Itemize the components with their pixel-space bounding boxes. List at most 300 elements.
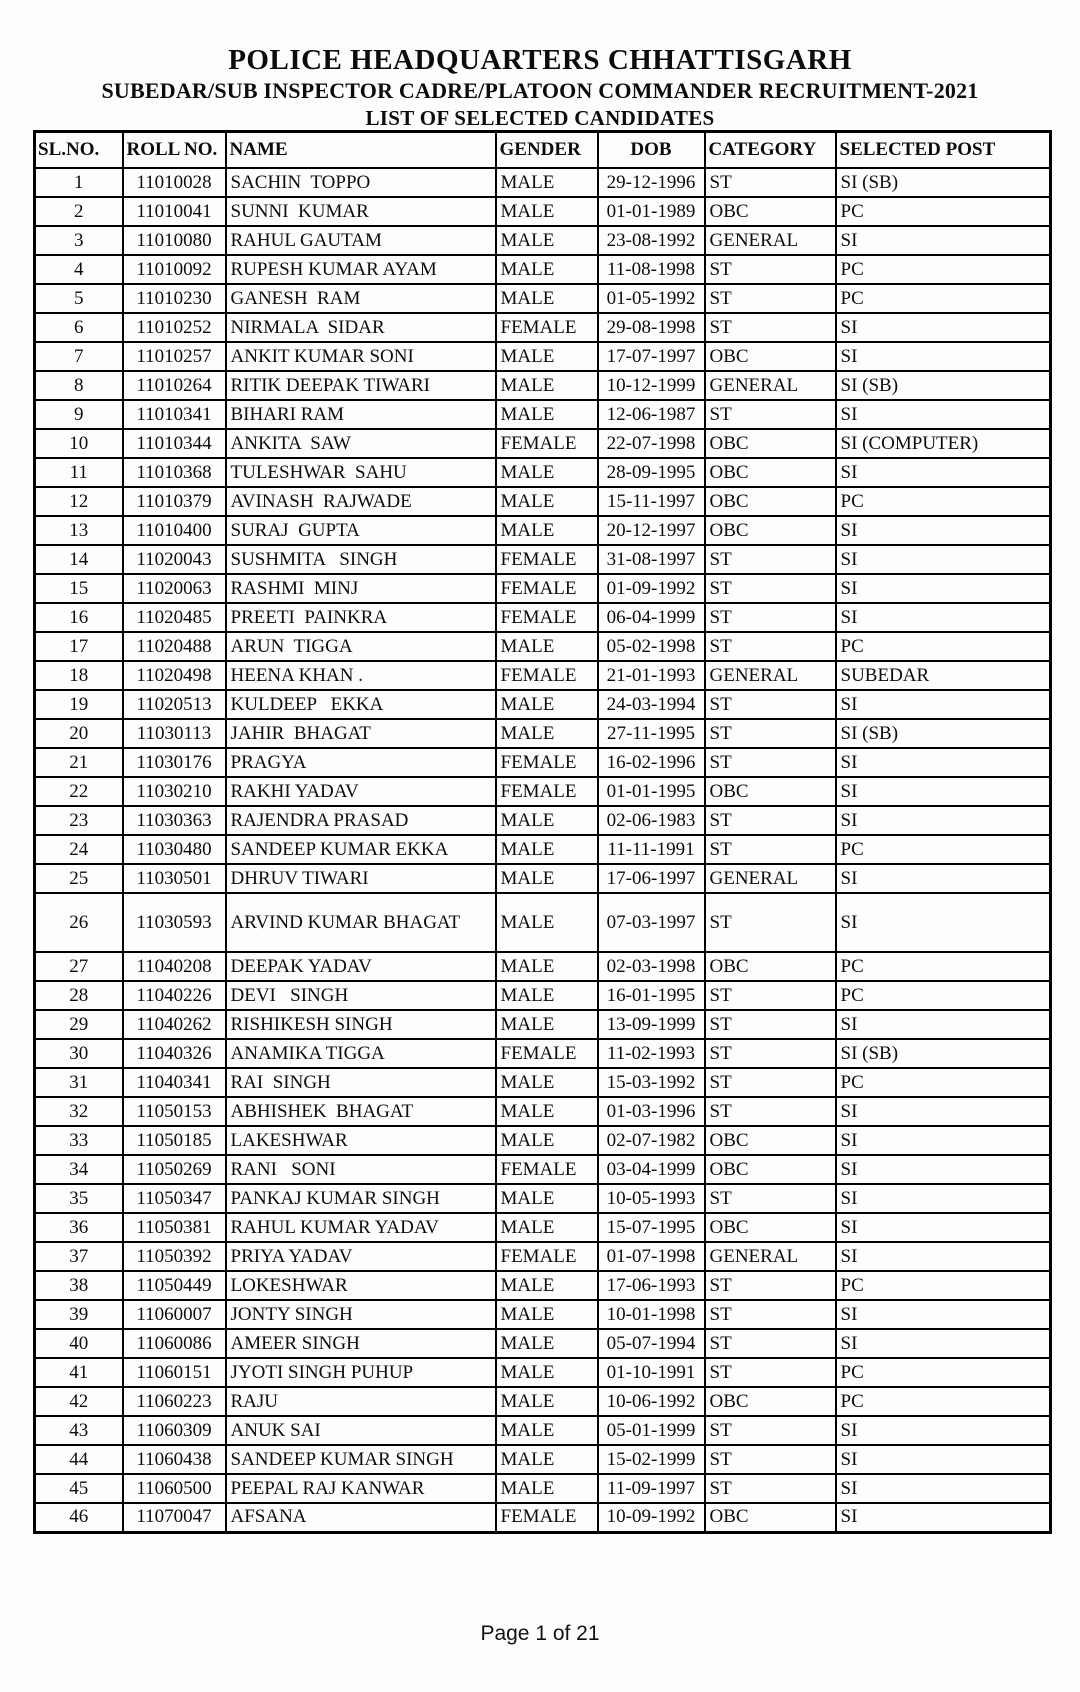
cell-category: ST — [705, 603, 836, 632]
cell-roll-no: 11060007 — [123, 1300, 226, 1329]
cell-gender: FEMALE — [496, 574, 598, 603]
cell-sl-no: 22 — [35, 777, 123, 806]
cell-roll-no: 11010092 — [123, 255, 226, 284]
table-row — [35, 1445, 1051, 1474]
cell-roll-no: 11010252 — [123, 313, 226, 342]
cell-name: PRIYA YADAV — [226, 1242, 496, 1271]
cell-category: OBC — [705, 429, 836, 458]
table-row — [35, 458, 1051, 487]
table-row — [35, 748, 1051, 777]
cell-gender: FEMALE — [496, 748, 598, 777]
cell-dob: 31-08-1997 — [598, 545, 705, 574]
cell-sl-no: 41 — [35, 1358, 123, 1387]
table-row — [35, 255, 1051, 284]
header-selected-post: SELECTED POST — [836, 132, 1051, 169]
cell-dob: 01-01-1989 — [598, 197, 705, 226]
cell-name: ANAMIKA TIGGA — [226, 1039, 496, 1068]
cell-name: JONTY SINGH — [226, 1300, 496, 1329]
cell-sl-no: 8 — [35, 371, 123, 400]
cell-roll-no: 11030501 — [123, 864, 226, 893]
cell-category: ST — [705, 690, 836, 719]
cell-selected-post: PC — [836, 981, 1051, 1010]
cell-selected-post: SI — [836, 1155, 1051, 1184]
cell-sl-no: 14 — [35, 545, 123, 574]
table-row — [35, 719, 1051, 748]
cell-sl-no: 10 — [35, 429, 123, 458]
cell-category: ST — [705, 1184, 836, 1213]
cell-name: JYOTI SINGH PUHUP — [226, 1358, 496, 1387]
cell-selected-post: PC — [836, 1068, 1051, 1097]
cell-roll-no: 11030210 — [123, 777, 226, 806]
cell-dob: 13-09-1999 — [598, 1010, 705, 1039]
table-row — [35, 313, 1051, 342]
cell-name: ANKIT KUMAR SONI — [226, 342, 496, 371]
cell-selected-post: SI — [836, 342, 1051, 371]
cell-roll-no: 11030593 — [123, 893, 226, 952]
cell-sl-no: 27 — [35, 952, 123, 981]
table-row — [35, 342, 1051, 371]
page-number: Page 1 of 21 — [480, 1622, 600, 1645]
cell-dob: 05-02-1998 — [598, 632, 705, 661]
cell-sl-no: 32 — [35, 1097, 123, 1126]
cell-name: ARVIND KUMAR BHAGAT — [226, 893, 496, 952]
cell-dob: 16-02-1996 — [598, 748, 705, 777]
table-row — [35, 1010, 1051, 1039]
cell-dob: 11-08-1998 — [598, 255, 705, 284]
cell-gender: MALE — [496, 516, 598, 545]
cell-category: OBC — [705, 342, 836, 371]
cell-name: DHRUV TIWARI — [226, 864, 496, 893]
cell-selected-post: SI (SB) — [836, 168, 1051, 197]
cell-sl-no: 25 — [35, 864, 123, 893]
cell-selected-post: SI — [836, 1126, 1051, 1155]
cell-name: LOKESHWAR — [226, 1271, 496, 1300]
cell-category: ST — [705, 1474, 836, 1503]
cell-sl-no: 26 — [35, 893, 123, 952]
table-row — [35, 1358, 1051, 1387]
cell-name: HEENA KHAN . — [226, 661, 496, 690]
cell-sl-no: 42 — [35, 1387, 123, 1416]
cell-gender: MALE — [496, 342, 598, 371]
cell-gender: MALE — [496, 632, 598, 661]
cell-sl-no: 7 — [35, 342, 123, 371]
cell-roll-no: 11040341 — [123, 1068, 226, 1097]
cell-name: SURAJ GUPTA — [226, 516, 496, 545]
header-dob: DOB — [598, 132, 705, 169]
cell-roll-no: 11020063 — [123, 574, 226, 603]
cell-name: KULDEEP EKKA — [226, 690, 496, 719]
cell-sl-no: 5 — [35, 284, 123, 313]
cell-category: ST — [705, 284, 836, 313]
cell-selected-post: SI — [836, 1445, 1051, 1474]
cell-name: RASHMI MINJ — [226, 574, 496, 603]
cell-name: PEEPAL RAJ KANWAR — [226, 1474, 496, 1503]
cell-gender: MALE — [496, 1271, 598, 1300]
cell-sl-no: 2 — [35, 197, 123, 226]
cell-gender: MALE — [496, 981, 598, 1010]
cell-name: RAI SINGH — [226, 1068, 496, 1097]
cell-category: OBC — [705, 487, 836, 516]
cell-category: ST — [705, 1271, 836, 1300]
cell-selected-post: SI — [836, 1213, 1051, 1242]
cell-gender: FEMALE — [496, 1155, 598, 1184]
cell-sl-no: 3 — [35, 226, 123, 255]
cell-gender: MALE — [496, 1445, 598, 1474]
cell-name: AFSANA — [226, 1503, 496, 1532]
cell-selected-post: SI — [836, 690, 1051, 719]
cell-category: ST — [705, 1358, 836, 1387]
cell-dob: 06-04-1999 — [598, 603, 705, 632]
cell-gender: MALE — [496, 168, 598, 197]
cell-roll-no: 11010400 — [123, 516, 226, 545]
cell-dob: 02-06-1983 — [598, 806, 705, 835]
cell-sl-no: 23 — [35, 806, 123, 835]
cell-category: GENERAL — [705, 864, 836, 893]
cell-selected-post: SI — [836, 1300, 1051, 1329]
cell-selected-post: SI — [836, 777, 1051, 806]
cell-dob: 03-04-1999 — [598, 1155, 705, 1184]
cell-sl-no: 4 — [35, 255, 123, 284]
cell-dob: 05-01-1999 — [598, 1416, 705, 1445]
cell-sl-no: 30 — [35, 1039, 123, 1068]
cell-roll-no: 11010041 — [123, 197, 226, 226]
cell-selected-post: SI — [836, 1010, 1051, 1039]
cell-roll-no: 11060086 — [123, 1329, 226, 1358]
table-row — [35, 516, 1051, 545]
cell-roll-no: 11060500 — [123, 1474, 226, 1503]
cell-roll-no: 11050153 — [123, 1097, 226, 1126]
cell-dob: 05-07-1994 — [598, 1329, 705, 1358]
cell-selected-post: PC — [836, 632, 1051, 661]
cell-sl-no: 19 — [35, 690, 123, 719]
cell-dob: 21-01-1993 — [598, 661, 705, 690]
cell-gender: FEMALE — [496, 603, 598, 632]
cell-gender: MALE — [496, 1474, 598, 1503]
cell-name: PRAGYA — [226, 748, 496, 777]
cell-gender: MALE — [496, 806, 598, 835]
cell-sl-no: 9 — [35, 400, 123, 429]
table-row — [35, 197, 1051, 226]
cell-sl-no: 15 — [35, 574, 123, 603]
cell-dob: 10-09-1992 — [598, 1503, 705, 1532]
cell-name: RUPESH KUMAR AYAM — [226, 255, 496, 284]
cell-category: ST — [705, 806, 836, 835]
cell-dob: 17-06-1997 — [598, 864, 705, 893]
table-row — [35, 574, 1051, 603]
cell-name: PANKAJ KUMAR SINGH — [226, 1184, 496, 1213]
cell-name: AMEER SINGH — [226, 1329, 496, 1358]
cell-roll-no: 11010379 — [123, 487, 226, 516]
cell-roll-no: 11050269 — [123, 1155, 226, 1184]
cell-name: DEEPAK YADAV — [226, 952, 496, 981]
cell-selected-post: SI — [836, 1503, 1051, 1532]
cell-roll-no: 11040208 — [123, 952, 226, 981]
cell-category: ST — [705, 719, 836, 748]
header-sl-no: SL.NO. — [35, 132, 123, 169]
cell-name: RAJENDRA PRASAD — [226, 806, 496, 835]
cell-roll-no: 11040326 — [123, 1039, 226, 1068]
table-row — [35, 661, 1051, 690]
cell-gender: MALE — [496, 284, 598, 313]
cell-roll-no: 11010368 — [123, 458, 226, 487]
table-row — [35, 981, 1051, 1010]
cell-roll-no: 11070047 — [123, 1503, 226, 1532]
cell-name: RAHUL KUMAR YADAV — [226, 1213, 496, 1242]
cell-category: ST — [705, 1416, 836, 1445]
cell-gender: FEMALE — [496, 1503, 598, 1532]
cell-roll-no: 11050381 — [123, 1213, 226, 1242]
table-row — [35, 1155, 1051, 1184]
cell-name: BIHARI RAM — [226, 400, 496, 429]
cell-dob: 16-01-1995 — [598, 981, 705, 1010]
cell-name: RAJU — [226, 1387, 496, 1416]
cell-gender: MALE — [496, 719, 598, 748]
cell-roll-no: 11060438 — [123, 1445, 226, 1474]
cell-dob: 01-10-1991 — [598, 1358, 705, 1387]
cell-roll-no: 11060151 — [123, 1358, 226, 1387]
cell-sl-no: 31 — [35, 1068, 123, 1097]
cell-dob: 11-09-1997 — [598, 1474, 705, 1503]
cell-name: SANDEEP KUMAR EKKA — [226, 835, 496, 864]
cell-roll-no: 11030480 — [123, 835, 226, 864]
cell-gender: MALE — [496, 1097, 598, 1126]
cell-selected-post: PC — [836, 1387, 1051, 1416]
selected-candidates-table — [33, 130, 1052, 1534]
cell-category: OBC — [705, 197, 836, 226]
table-row — [35, 864, 1051, 893]
cell-selected-post: PC — [836, 1271, 1051, 1300]
table-row — [35, 632, 1051, 661]
cell-dob: 23-08-1992 — [598, 226, 705, 255]
cell-category: ST — [705, 1329, 836, 1358]
cell-sl-no: 46 — [35, 1503, 123, 1532]
cell-gender: MALE — [496, 1068, 598, 1097]
cell-roll-no: 11050185 — [123, 1126, 226, 1155]
cell-gender: MALE — [496, 400, 598, 429]
cell-sl-no: 39 — [35, 1300, 123, 1329]
cell-gender: MALE — [496, 1126, 598, 1155]
cell-selected-post: PC — [836, 952, 1051, 981]
cell-selected-post: SI — [836, 1242, 1051, 1271]
table-row — [35, 952, 1051, 981]
header-roll-no: ROLL NO. — [123, 132, 226, 169]
cell-sl-no: 1 — [35, 168, 123, 197]
cell-gender: MALE — [496, 1387, 598, 1416]
cell-roll-no: 11010028 — [123, 168, 226, 197]
cell-gender: MALE — [496, 835, 598, 864]
cell-gender: FEMALE — [496, 661, 598, 690]
cell-gender: MALE — [496, 1416, 598, 1445]
cell-sl-no: 36 — [35, 1213, 123, 1242]
cell-name: RANI SONI — [226, 1155, 496, 1184]
cell-dob: 29-12-1996 — [598, 168, 705, 197]
cell-gender: FEMALE — [496, 313, 598, 342]
cell-category: ST — [705, 1097, 836, 1126]
table-row — [35, 603, 1051, 632]
cell-name: NIRMALA SIDAR — [226, 313, 496, 342]
table-row — [35, 226, 1051, 255]
cell-gender: FEMALE — [496, 1039, 598, 1068]
cell-name: RISHIKESH SINGH — [226, 1010, 496, 1039]
cell-name: SUNNI KUMAR — [226, 197, 496, 226]
cell-roll-no: 11040226 — [123, 981, 226, 1010]
cell-dob: 27-11-1995 — [598, 719, 705, 748]
cell-sl-no: 45 — [35, 1474, 123, 1503]
table-row — [35, 1184, 1051, 1213]
cell-name: SANDEEP KUMAR SINGH — [226, 1445, 496, 1474]
cell-dob: 17-07-1997 — [598, 342, 705, 371]
cell-dob: 15-03-1992 — [598, 1068, 705, 1097]
cell-roll-no: 11020488 — [123, 632, 226, 661]
cell-dob: 02-03-1998 — [598, 952, 705, 981]
cell-category: ST — [705, 748, 836, 777]
cell-roll-no: 11060223 — [123, 1387, 226, 1416]
cell-name: AVINASH RAJWADE — [226, 487, 496, 516]
table-row — [35, 690, 1051, 719]
cell-sl-no: 6 — [35, 313, 123, 342]
cell-dob: 01-09-1992 — [598, 574, 705, 603]
cell-selected-post: SI — [836, 400, 1051, 429]
cell-roll-no: 11030113 — [123, 719, 226, 748]
table-row — [35, 168, 1051, 197]
cell-category: OBC — [705, 777, 836, 806]
table-row — [35, 284, 1051, 313]
cell-sl-no: 13 — [35, 516, 123, 545]
header-gender: GENDER — [496, 132, 598, 169]
cell-sl-no: 12 — [35, 487, 123, 516]
cell-category: GENERAL — [705, 371, 836, 400]
cell-dob: 11-11-1991 — [598, 835, 705, 864]
cell-gender: MALE — [496, 864, 598, 893]
table-row — [35, 1387, 1051, 1416]
cell-selected-post: PC — [836, 1358, 1051, 1387]
cell-category: ST — [705, 981, 836, 1010]
cell-selected-post: PC — [836, 255, 1051, 284]
cell-selected-post: SI — [836, 313, 1051, 342]
cell-name: GANESH RAM — [226, 284, 496, 313]
cell-sl-no: 37 — [35, 1242, 123, 1271]
table-row — [35, 1213, 1051, 1242]
cell-gender: MALE — [496, 690, 598, 719]
cell-selected-post: SI — [836, 458, 1051, 487]
cell-sl-no: 20 — [35, 719, 123, 748]
cell-category: ST — [705, 835, 836, 864]
cell-selected-post: SI — [836, 893, 1051, 952]
table-row — [35, 1300, 1051, 1329]
cell-gender: FEMALE — [496, 429, 598, 458]
cell-roll-no: 11010080 — [123, 226, 226, 255]
cell-gender: FEMALE — [496, 1242, 598, 1271]
header-name: NAME — [226, 132, 496, 169]
cell-selected-post: SI — [836, 1416, 1051, 1445]
cell-gender: MALE — [496, 893, 598, 952]
cell-gender: MALE — [496, 1010, 598, 1039]
table-row — [35, 1126, 1051, 1155]
table-row — [35, 1242, 1051, 1271]
cell-category: OBC — [705, 458, 836, 487]
table-row — [35, 1097, 1051, 1126]
table-row — [35, 371, 1051, 400]
cell-dob: 29-08-1998 — [598, 313, 705, 342]
cell-dob: 01-01-1995 — [598, 777, 705, 806]
table-row — [35, 893, 1051, 952]
cell-dob: 28-09-1995 — [598, 458, 705, 487]
cell-category: ST — [705, 1039, 836, 1068]
cell-sl-no: 16 — [35, 603, 123, 632]
cell-name: RAKHI YADAV — [226, 777, 496, 806]
cell-selected-post: SI — [836, 748, 1051, 777]
candidates-table-body — [35, 168, 1051, 1532]
cell-sl-no: 40 — [35, 1329, 123, 1358]
cell-category: ST — [705, 1300, 836, 1329]
cell-roll-no: 11020498 — [123, 661, 226, 690]
cell-name: LAKESHWAR — [226, 1126, 496, 1155]
cell-gender: MALE — [496, 952, 598, 981]
cell-gender: MALE — [496, 458, 598, 487]
cell-gender: MALE — [496, 1329, 598, 1358]
cell-name: JAHIR BHAGAT — [226, 719, 496, 748]
table-row — [35, 1068, 1051, 1097]
table-row — [35, 429, 1051, 458]
cell-roll-no: 11020513 — [123, 690, 226, 719]
cell-dob: 15-02-1999 — [598, 1445, 705, 1474]
cell-selected-post: SUBEDAR — [836, 661, 1051, 690]
cell-selected-post: SI — [836, 1184, 1051, 1213]
cell-category: OBC — [705, 1126, 836, 1155]
cell-roll-no: 11050392 — [123, 1242, 226, 1271]
cell-name: DEVI SINGH — [226, 981, 496, 1010]
cell-selected-post: SI (SB) — [836, 1039, 1051, 1068]
cell-name: SACHIN TOPPO — [226, 168, 496, 197]
cell-sl-no: 33 — [35, 1126, 123, 1155]
cell-dob: 22-07-1998 — [598, 429, 705, 458]
cell-selected-post: SI — [836, 806, 1051, 835]
cell-dob: 10-12-1999 — [598, 371, 705, 400]
cell-roll-no: 11030363 — [123, 806, 226, 835]
cell-category: ST — [705, 400, 836, 429]
cell-category: OBC — [705, 1155, 836, 1184]
cell-roll-no: 11040262 — [123, 1010, 226, 1039]
cell-gender: MALE — [496, 487, 598, 516]
cell-dob: 10-06-1992 — [598, 1387, 705, 1416]
cell-dob: 11-02-1993 — [598, 1039, 705, 1068]
cell-selected-post: SI — [836, 864, 1051, 893]
cell-selected-post: SI — [836, 574, 1051, 603]
cell-selected-post: SI (SB) — [836, 371, 1051, 400]
table-row — [35, 1271, 1051, 1300]
table-row — [35, 806, 1051, 835]
cell-sl-no: 44 — [35, 1445, 123, 1474]
cell-sl-no: 18 — [35, 661, 123, 690]
cell-dob: 17-06-1993 — [598, 1271, 705, 1300]
cell-category: GENERAL — [705, 1242, 836, 1271]
cell-roll-no: 11010257 — [123, 342, 226, 371]
cell-selected-post: SI — [836, 1474, 1051, 1503]
cell-category: ST — [705, 893, 836, 952]
table-row — [35, 1416, 1051, 1445]
cell-category: ST — [705, 1010, 836, 1039]
cell-category: ST — [705, 545, 836, 574]
cell-roll-no: 11030176 — [123, 748, 226, 777]
cell-gender: MALE — [496, 1184, 598, 1213]
cell-selected-post: SI — [836, 1097, 1051, 1126]
cell-roll-no: 11010230 — [123, 284, 226, 313]
cell-selected-post: SI — [836, 516, 1051, 545]
cell-gender: MALE — [496, 1358, 598, 1387]
cell-selected-post: SI — [836, 1329, 1051, 1358]
cell-gender: FEMALE — [496, 545, 598, 574]
document-title: POLICE HEADQUARTERS CHHATTISGARH — [228, 44, 852, 76]
